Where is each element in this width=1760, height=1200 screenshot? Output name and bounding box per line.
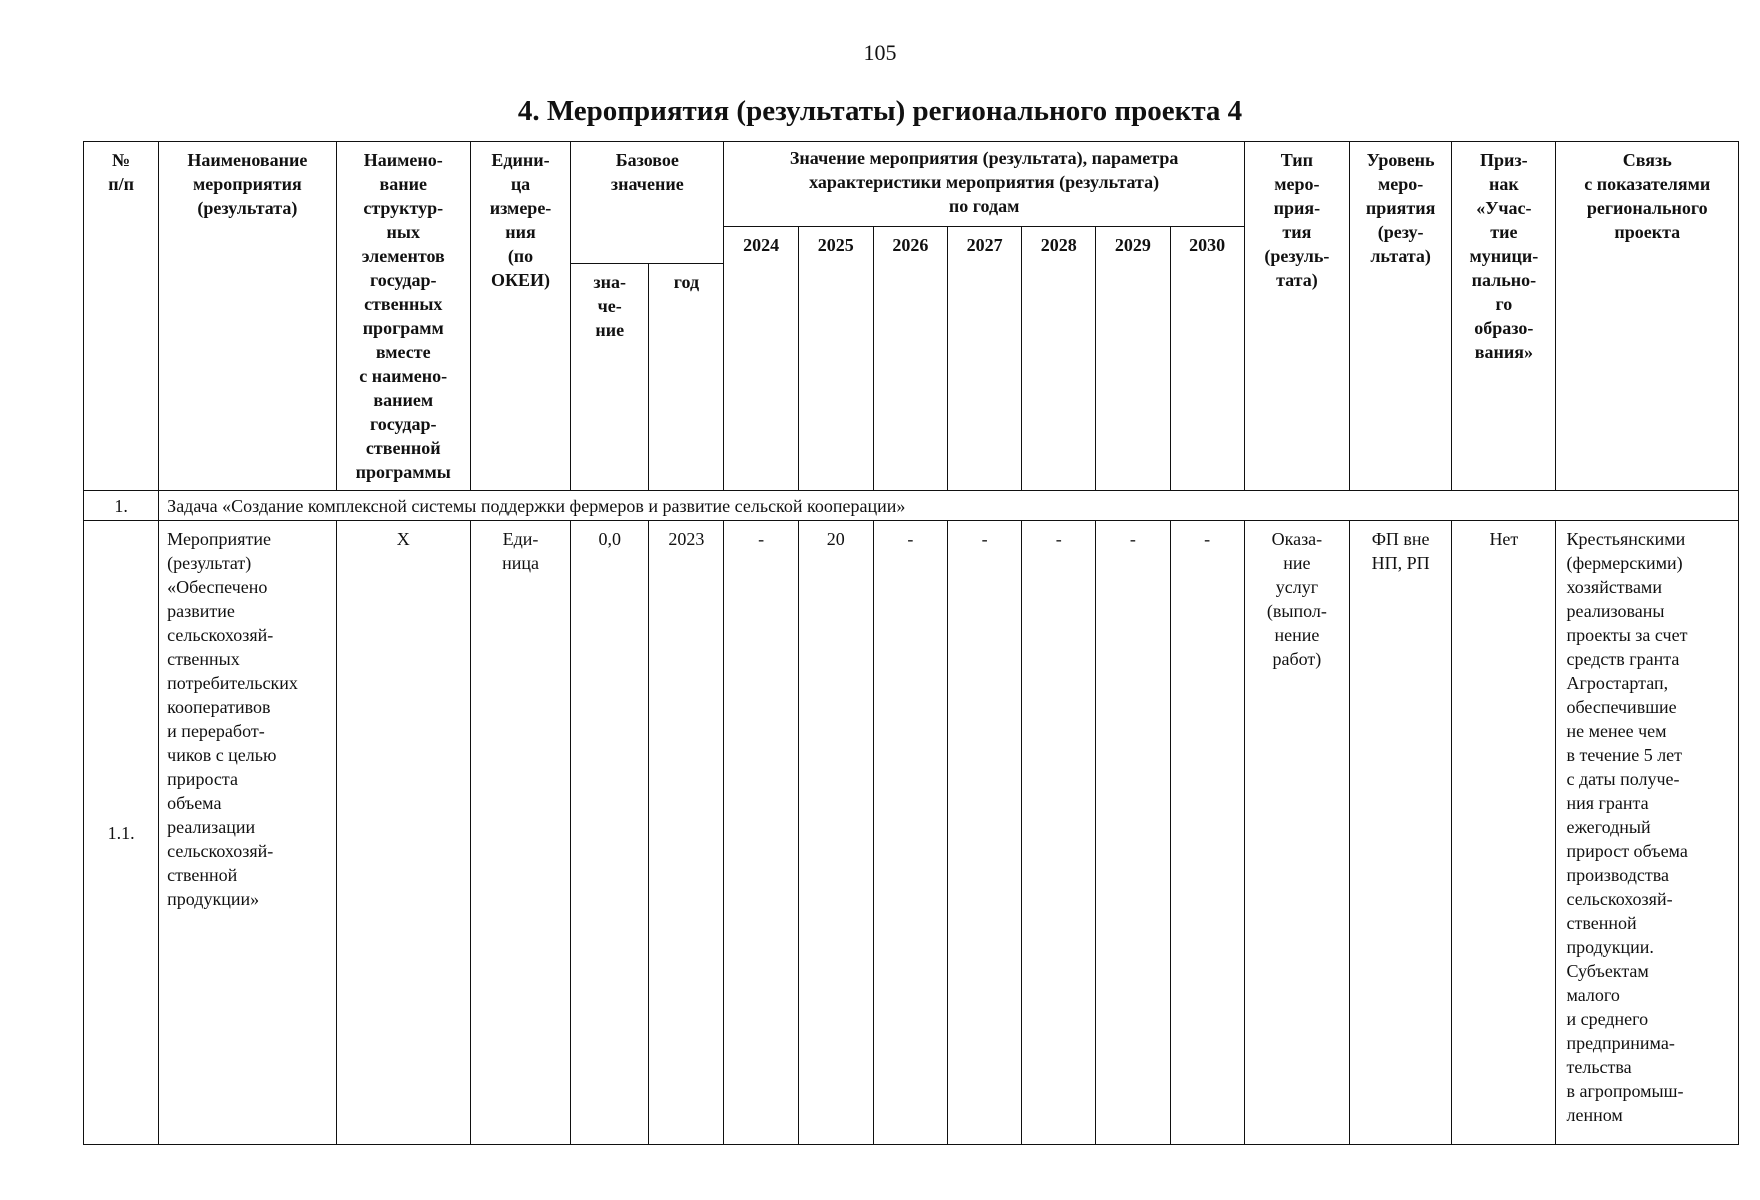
row-base-year: 2023 bbox=[649, 521, 724, 1145]
header-num: № п/п bbox=[84, 142, 159, 491]
row-struct: Х bbox=[336, 521, 470, 1145]
row-base-value: 0,0 bbox=[571, 521, 649, 1145]
row-link: Крестьянскими (фермерскими) хозяйствами реализованы проекты за счет средств гранта Агростартап, обеспечившие не менее чем в течение 5 лет с даты получе- ния гранта ежегодный прирост объема производства сельскохозяй- ственной продукции. Субъектам малого и среднего предпринима- тельства в агропромыш- ленном bbox=[1556, 521, 1739, 1145]
row-value-2025: 20 bbox=[798, 521, 873, 1145]
header-year: 2030 bbox=[1170, 227, 1244, 491]
task-row-num: 1. bbox=[84, 491, 159, 521]
row-value-2027: - bbox=[948, 521, 1022, 1145]
header-year: 2026 bbox=[873, 227, 947, 491]
row-num: 1.1. bbox=[84, 521, 159, 1145]
header-values-by-year: Значение мероприятия (результата), параметра характеристики мероприятия (результата) по годам bbox=[724, 142, 1244, 227]
row-value-2029: - bbox=[1096, 521, 1170, 1145]
row-municipal: Нет bbox=[1452, 521, 1556, 1145]
row-value-2026: - bbox=[873, 521, 947, 1145]
row-value-2024: - bbox=[724, 521, 798, 1145]
header-year: 2025 bbox=[798, 227, 873, 491]
row-unit: Еди- ница bbox=[470, 521, 570, 1145]
header-level: Уровень меро- приятия (резу- льтата) bbox=[1350, 142, 1452, 491]
header-base-value: зна- че- ние bbox=[571, 264, 649, 491]
header-year: 2029 bbox=[1096, 227, 1170, 491]
header-year: 2028 bbox=[1022, 227, 1096, 491]
header-year: 2027 bbox=[948, 227, 1022, 491]
row-name: Мероприятие (результат) «Обеспечено развитие сельскохозяй- ственных потребительских кооперативов и переработ- чиков с целью прироста объема реализации сельскохозяй- ственной продукции» bbox=[159, 521, 336, 1145]
row-value-2028: - bbox=[1022, 521, 1096, 1145]
header-municipal: Приз- нак «Учас- тие муници- пально- го образо- вания» bbox=[1452, 142, 1556, 491]
header-type: Тип меро- прия- тия (резуль- тата) bbox=[1244, 142, 1349, 491]
header-name: Наименование мероприятия (результата) bbox=[159, 142, 336, 491]
row-type: Оказа- ние услуг (выпол- нение работ) bbox=[1244, 521, 1349, 1145]
measures-table bbox=[83, 141, 1739, 1145]
header-link: Связь с показателями регионального проекта bbox=[1556, 142, 1739, 491]
page-number: 105 bbox=[863, 40, 897, 65]
task-row-text: Задача «Создание комплексной системы поддержки фермеров и развитие сельской кооперации» bbox=[159, 491, 1739, 521]
header-base-year: год bbox=[649, 264, 724, 491]
header-struct: Наимено- вание структур- ных элементов государ- ственных программ вместе с наимено- ванием государ- ственной программы bbox=[336, 142, 470, 491]
header-year: 2024 bbox=[724, 227, 798, 491]
row-value-2030: - bbox=[1170, 521, 1244, 1145]
header-base: Базовое значение bbox=[571, 142, 724, 264]
header-unit: Едини- ца измере- ния (по ОКЕИ) bbox=[470, 142, 570, 491]
row-level: ФП вне НП, РП bbox=[1350, 521, 1452, 1145]
page-title: 4. Мероприятия (результаты) регионального проекта 4 bbox=[517, 95, 1243, 127]
